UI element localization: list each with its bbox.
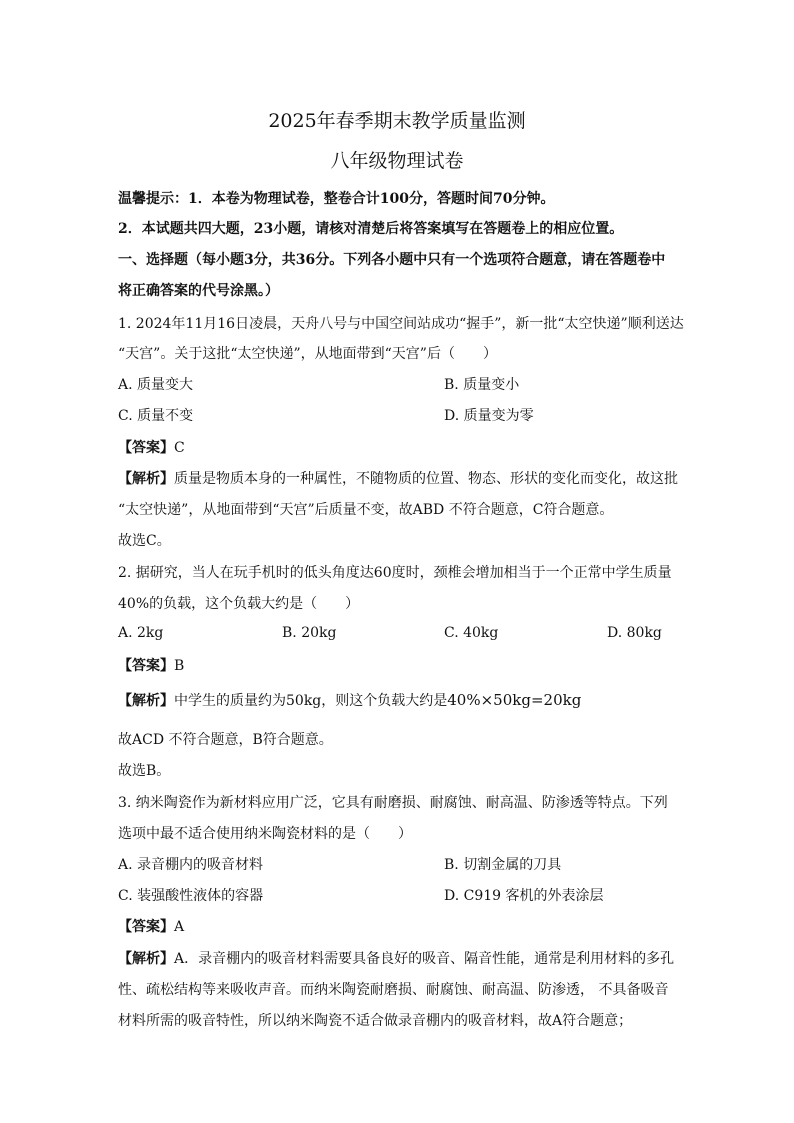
answer-tag: 【答案】	[118, 440, 174, 456]
answer-tag: 【答案】	[118, 919, 174, 935]
q3-analysis-line-1	[118, 948, 678, 968]
notice-line-1: 温馨提示：1．本卷为物理试卷，整卷合计100分，答题时间70分钟。	[118, 191, 555, 207]
q2-option-b: B. 20kg	[282, 625, 337, 641]
section-1-heading: 一、选择题（每小题3分，共36分。下列各小题中只有一个选项符合题意，请在答题卷中	[118, 252, 666, 268]
q1-conclusion: 故选C。	[118, 533, 171, 549]
q3-answer	[118, 916, 678, 936]
q2-formula: 40%×50kg=20kg	[447, 691, 582, 709]
q2-analysis-line-1	[118, 690, 678, 710]
q2-stem-line-1: 2. 据研究，当人在玩手机时的低头角度达60度时，颈椎会增加相当于一个正常中学生质量	[118, 565, 672, 581]
q2-stem-line-2: 40%的负载，这个负载大约是（ ）	[118, 596, 360, 612]
q3-stem-line-2: 选项中最不适合使用纳米陶瓷材料的是（ ）	[118, 826, 412, 842]
q2-option-d: D. 80kg	[607, 625, 662, 641]
q3-stem-line-1: 3. 纳米陶瓷作为新材料应用广泛，它具有耐磨损、耐腐蚀、耐高温、防渗透等特点。下列	[118, 795, 668, 811]
analysis-tag: 【解析】	[118, 951, 174, 967]
q3-analysis-text: A．录音棚内的吸音材料需要具备良好的吸音、隔音性能，通常是利用材料的多孔	[174, 951, 675, 967]
q3-option-a: A. 录音棚内的吸音材料	[118, 857, 264, 873]
q3-option-b: B. 切割金属的刀具	[444, 857, 562, 873]
q3-analysis-line-3: 材料所需的吸音特性，所以纳米陶瓷不适合做录音棚内的吸音材料，故A符合题意；	[118, 1013, 633, 1029]
q1-analysis-line-2: “太空快递”，从地面带到“天宫”后质量不变，故ABD 不符合题意，C符合题意。	[118, 502, 614, 518]
q3-answer-value: A	[174, 919, 185, 935]
q2-analysis-line-2: 故ACD 不符合题意，B符合题意。	[118, 732, 333, 748]
q1-stem-line-2: “天宫”。关于这批“太空快递”，从地面带到“天宫”后（ ）	[118, 346, 497, 362]
exam-title: 2025年春季期末教学质量监测	[268, 110, 526, 132]
q1-analysis-line-1	[118, 468, 678, 488]
analysis-tag: 【解析】	[118, 471, 174, 487]
q1-option-b: B. 质量变小	[444, 377, 520, 393]
section-1-heading-cont: 将正确答案的代号涂黑。）	[118, 283, 279, 299]
q1-answer	[118, 437, 678, 457]
q3-option-c: C. 装强酸性液体的容器	[118, 888, 264, 904]
q1-option-d: D. 质量变为零	[444, 408, 534, 424]
q3-analysis-line-2: 性、疏松结构等来吸收声音。而纳米陶瓷耐磨损、耐腐蚀、耐高温、防渗透， 不具备吸音	[118, 982, 669, 998]
q2-option-a: A. 2kg	[118, 625, 164, 641]
q2-answer-value: B	[174, 658, 185, 674]
q1-analysis-text: 质量是物质本身的一种属性，不随物质的位置、物态、形状的变化而变化，故这批	[174, 471, 678, 487]
q1-stem-line-1: 1. 2024年11月16日凌晨，天舟八号与中国空间站成功“握手”，新一批“太空快递”顺利送达	[118, 316, 684, 332]
q2-option-c: C. 40kg	[444, 625, 499, 641]
notice-line-2: 2．本试题共四大题，23小题，请核对清楚后将答案填写在答题卷上的相应位置。	[118, 221, 624, 237]
q2-answer	[118, 655, 678, 675]
q2-conclusion: 故选B。	[118, 763, 171, 779]
q1-answer-value: C	[174, 440, 185, 456]
answer-tag: 【答案】	[118, 658, 174, 674]
q1-option-c: C. 质量不变	[118, 408, 194, 424]
q3-option-d: D. C919 客机的外表涂层	[444, 888, 604, 904]
exam-subtitle: 八年级物理试卷	[330, 150, 464, 172]
q2-analysis-text: 中学生的质量约为50kg，则这个负载大约是	[174, 693, 448, 709]
q1-option-a: A. 质量变大	[118, 377, 194, 393]
analysis-tag: 【解析】	[118, 693, 174, 709]
